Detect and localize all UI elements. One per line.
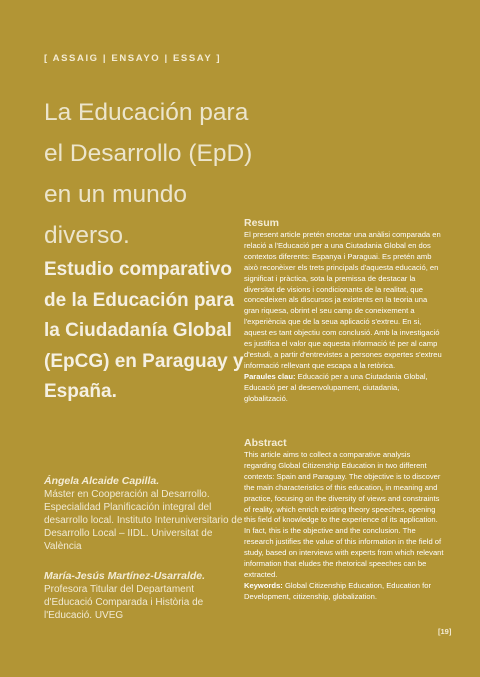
article-title: La Educación para el Desarrollo (EpD) en un mundo diverso. [44, 99, 253, 249]
author-name: Ángela Alcaide Capilla. [44, 475, 160, 487]
abstract-keywords [244, 581, 444, 603]
page-number: [19] [438, 627, 452, 636]
author-affiliation: Profesora Titular del Departament d'Educació Comparada i Història de l'Educació. UVEG [44, 584, 204, 621]
abstract-section [244, 437, 444, 603]
resum-heading: Resum [244, 217, 280, 229]
section-tag: [ ASSAIG | ENSAYO | ESSAY ] [44, 53, 222, 64]
abstract-keywords-text: Global Citizenship Education, Education for Development, citizenship, globalization. [244, 580, 431, 601]
article-subtitle: Estudio comparativo de la Educación para la Ciudadanía Global (EpCG) en Paraguay y España. [44, 259, 244, 402]
resum-keywords [244, 372, 444, 405]
abstract-heading: Abstract [244, 437, 287, 449]
author-block-1 [44, 474, 244, 553]
author-name: María-Jesús Martínez-Usarralde. [44, 570, 206, 582]
author-block-2 [44, 569, 244, 622]
abstract-keywords-label: Keywords: [244, 580, 283, 590]
author-affiliation: Máster en Cooperación al Desarrollo. Especialidad Planificación integral del desarrollo local. Instituto Interuniversitario de Desarrollo Local – IIDL. Universitat de València [44, 489, 243, 552]
resum-keywords-text: Educació per a una Ciutadania Global, Educació per al desenvolupament, ciutadania, globalització. [244, 371, 428, 403]
resum-keywords-label: Paraules clau: [244, 371, 296, 381]
abstract-body: This article aims to collect a comparative analysis regarding Global Citizenship Education in two different contexts: Spain and Paraguay. The objective is to discover the main characteristics of this education, in meaning and practice, focusing on the diversity of views and constraints of reality, which enrich existing theory speeches, opening this field of knowledge to the experience of its application. In fact, this is the objective and the conclusion. The research justifies the value of this information in the field of study, based on interviews with experts from which relevant information that eludes the rhetorical speeches can be extracted. [244, 450, 444, 579]
resum-section [244, 217, 444, 405]
resum-body: El present article pretén encetar una anàlisi comparada en relació a l'Educació per a una Ciutadania Global en dos contextos diferents: Espanya i Paraguai. Es pretén amb això reconèixer els trets principals d'aquesta educació, en significat i pràctica, sota la premissa de destacar la diversitat de visions i condicionants de la realitat, que concedeixen als discursos ja existents en la teoria una gran riquesa, obrint el seu camp de coneixement a l'experiència que de la seua aplicació s'extreu. En si, aquest es tant objectiu com conclusió. Amb la investigació es justifica el valor que aquesta informació té per al camp d'estudi, a partir d'entrevistes a persones expertes s'extreu informació rellevant que escapa a la retòrica. [244, 230, 442, 370]
